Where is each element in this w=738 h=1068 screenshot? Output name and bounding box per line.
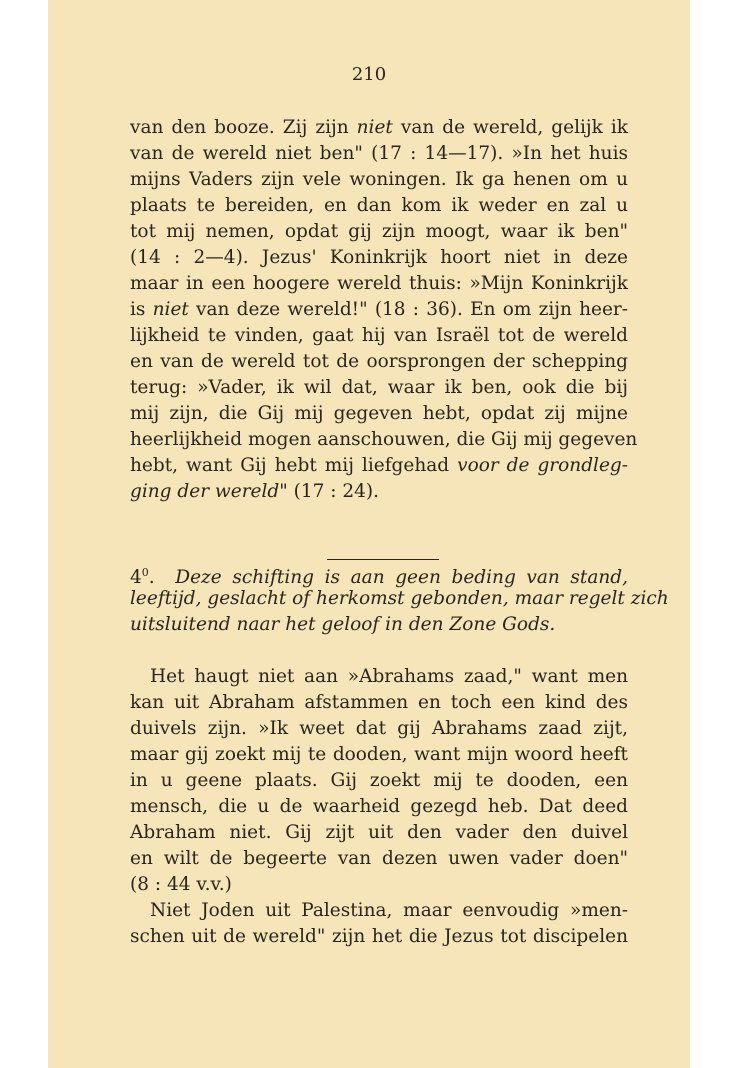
paragraph-1-line: maar in een hoogere wereld thuis: »Mijn Koninkrijk	[130, 273, 628, 294]
paragraph-1-line	[130, 453, 628, 479]
paragraph-2-line: duivels zijn. »Ik weet dat gij Abrahams zaad zijt,	[130, 718, 628, 739]
paragraph-2-line: maar gij zoekt mij te dooden, want mijn woord heeft	[130, 744, 628, 765]
paragraph-1-line: tot mij nemen, opdat gij zijn moogt, waar ik ben"	[130, 221, 628, 242]
paragraph-1-line: lijkheid te vinden, gaat hij van Israël tot de wereld	[130, 325, 628, 346]
page-number: 210	[351, 64, 387, 85]
paragraph-2-line: kan uit Abraham afstammen en toch een kind des	[130, 692, 628, 713]
text-segment: van deze wereld!" (18 : 36). En om zijn heer-	[188, 299, 628, 320]
section-heading-text: Deze schifting is aan geen beding van stand,	[175, 567, 628, 589]
paragraph-1-line	[130, 115, 628, 141]
paragraph-2-line: mensch, die u de waarheid gezegd heb. Dat deed	[130, 796, 628, 817]
text-segment: van den booze. Zij zijn	[130, 117, 357, 138]
text-segment: van de wereld, gelijk ik	[392, 117, 628, 138]
paragraph-1-line: mijns Vaders zijn vele woningen. Ik ga henen om u	[130, 169, 628, 190]
section-heading-line	[130, 560, 628, 589]
paragraph-1-line: mij zijn, die Gij mij gegeven hebt, opdat zij mijne	[130, 403, 628, 424]
text-segment: is	[130, 299, 153, 320]
paragraph-1-line: heerlijkheid mogen aanschouwen, die Gij mij gegeven	[130, 429, 638, 450]
paragraph-2-line: (8 : 44 v.v.)	[130, 874, 232, 895]
paragraph-1-line: (14 : 2—4). Jezus' Koninkrijk hoort niet in deze	[130, 247, 628, 268]
paragraph-2-line: en wilt de begeerte van dezen uwen vader doen"	[130, 848, 628, 869]
paragraph-3-line: schen uit de wereld" zijn het die Jezus tot discipelen	[130, 926, 628, 947]
section-heading-line: uitsluitend naar het geloof in den Zone Gods.	[130, 614, 556, 635]
paragraph-2-line: Het haugt niet aan »Abrahams zaad," want men	[150, 666, 628, 687]
section-number: $4^0$.	[130, 566, 155, 589]
text-segment-italic: niet	[152, 299, 189, 320]
paragraph-1-line	[130, 479, 628, 505]
paragraph-2-line: Abraham niet. Gij zijt uit den vader den duivel	[130, 822, 628, 843]
paragraph-3-line: Niet Joden uit Palestina, maar eenvoudig »men-	[150, 900, 628, 921]
paragraph-1-line	[130, 297, 628, 323]
paragraph-1-line: van de wereld niet ben" (17 : 14—17). »In het huis	[130, 143, 628, 164]
paragraph-2-line: in u geene plaats. Gij zoekt mij te dooden, een	[130, 770, 628, 791]
text-segment-italic: ging der wereld	[130, 481, 280, 502]
paragraph-1-line: terug: »Vader, ik wil dat, waar ik ben, ook die bij	[130, 377, 628, 398]
text-segment-italic: voor de grondleg-	[457, 455, 628, 476]
paragraph-1-line: plaats te bereiden, en dan kom ik weder en zal u	[130, 195, 628, 216]
text-segment: " (17 : 24).	[279, 481, 380, 502]
section-heading-line: leeftijd, geslacht of herkomst gebonden, maar regelt zich	[130, 588, 669, 609]
text-segment-italic: niet	[356, 117, 393, 138]
paragraph-1-line: en van de wereld tot de oorsprongen der schepping	[130, 351, 628, 372]
text-segment: hebt, want Gij hebt mij liefgehad	[130, 455, 458, 476]
